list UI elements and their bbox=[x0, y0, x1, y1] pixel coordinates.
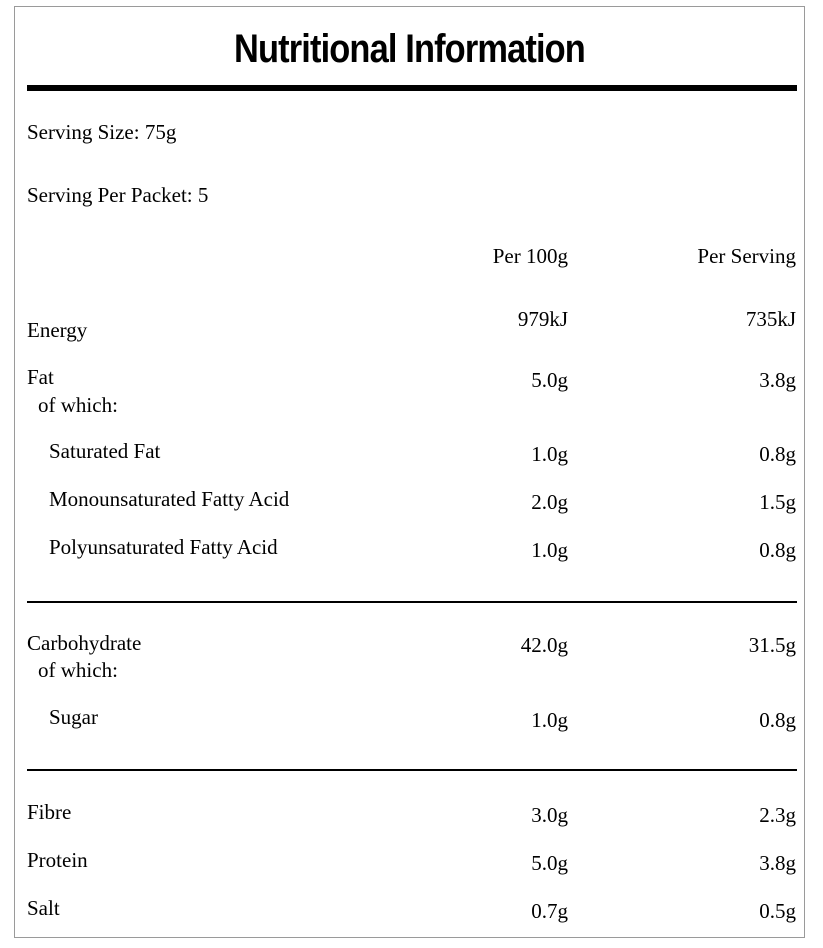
row-sublabel-fat: of which: bbox=[38, 393, 118, 417]
page-title: Nutritional Information bbox=[234, 27, 585, 71]
row-value-fat-perserving: 3.8g bbox=[759, 368, 796, 392]
row-value-saturated-per100: 1.0g bbox=[531, 442, 568, 466]
row-value-mono-per100: 2.0g bbox=[531, 490, 568, 514]
row-value-fat-per100: 5.0g bbox=[531, 368, 568, 392]
row-label-sugar: Sugar bbox=[49, 705, 98, 729]
row-value-poly-perserving: 0.8g bbox=[759, 538, 796, 562]
servings-per-packet: Serving Per Packet: 5 bbox=[27, 183, 209, 207]
row-label-polyunsaturated: Polyunsaturated Fatty Acid bbox=[49, 535, 278, 559]
row-value-salt-per100: 0.7g bbox=[531, 899, 568, 923]
row-label-carbohydrate: Carbohydrate bbox=[27, 631, 142, 655]
row-value-fibre-per100: 3.0g bbox=[531, 803, 568, 827]
row-value-energy-per100: 979kJ bbox=[517, 307, 568, 331]
section-divider-carbohydrate bbox=[27, 769, 797, 771]
row-value-salt-perserving: 0.5g bbox=[759, 899, 796, 923]
row-value-fibre-perserving: 2.3g bbox=[759, 803, 796, 827]
nutrition-panel bbox=[14, 6, 805, 938]
row-value-mono-perserving: 1.5g bbox=[759, 490, 796, 514]
section-divider-fat bbox=[27, 601, 797, 603]
row-value-protein-perserving: 3.8g bbox=[759, 851, 796, 875]
row-value-energy-perserving: 735kJ bbox=[745, 307, 796, 331]
row-sublabel-carbohydrate: of which: bbox=[38, 658, 118, 682]
row-label-fat: Fat bbox=[27, 365, 54, 389]
row-label-monounsaturated: Monounsaturated Fatty Acid bbox=[49, 487, 290, 511]
row-label-protein: Protein bbox=[27, 848, 88, 872]
row-label-energy: Energy bbox=[27, 318, 88, 342]
row-value-sugar-perserving: 0.8g bbox=[759, 708, 796, 732]
row-value-carb-per100: 42.0g bbox=[520, 633, 568, 657]
row-value-sugar-per100: 1.0g bbox=[531, 708, 568, 732]
row-value-poly-per100: 1.0g bbox=[531, 538, 568, 562]
row-value-carb-perserving: 31.5g bbox=[748, 633, 796, 657]
title-divider bbox=[27, 85, 797, 91]
column-header-per-100g: Per 100g bbox=[492, 244, 568, 268]
column-header-per-serving: Per Serving bbox=[697, 244, 796, 268]
row-label-saturated-fat: Saturated Fat bbox=[49, 439, 161, 463]
serving-size: Serving Size: 75g bbox=[27, 120, 177, 144]
row-value-protein-per100: 5.0g bbox=[531, 851, 568, 875]
row-label-salt: Salt bbox=[27, 896, 60, 920]
row-value-saturated-perserving: 0.8g bbox=[759, 442, 796, 466]
row-label-fibre: Fibre bbox=[27, 800, 72, 824]
